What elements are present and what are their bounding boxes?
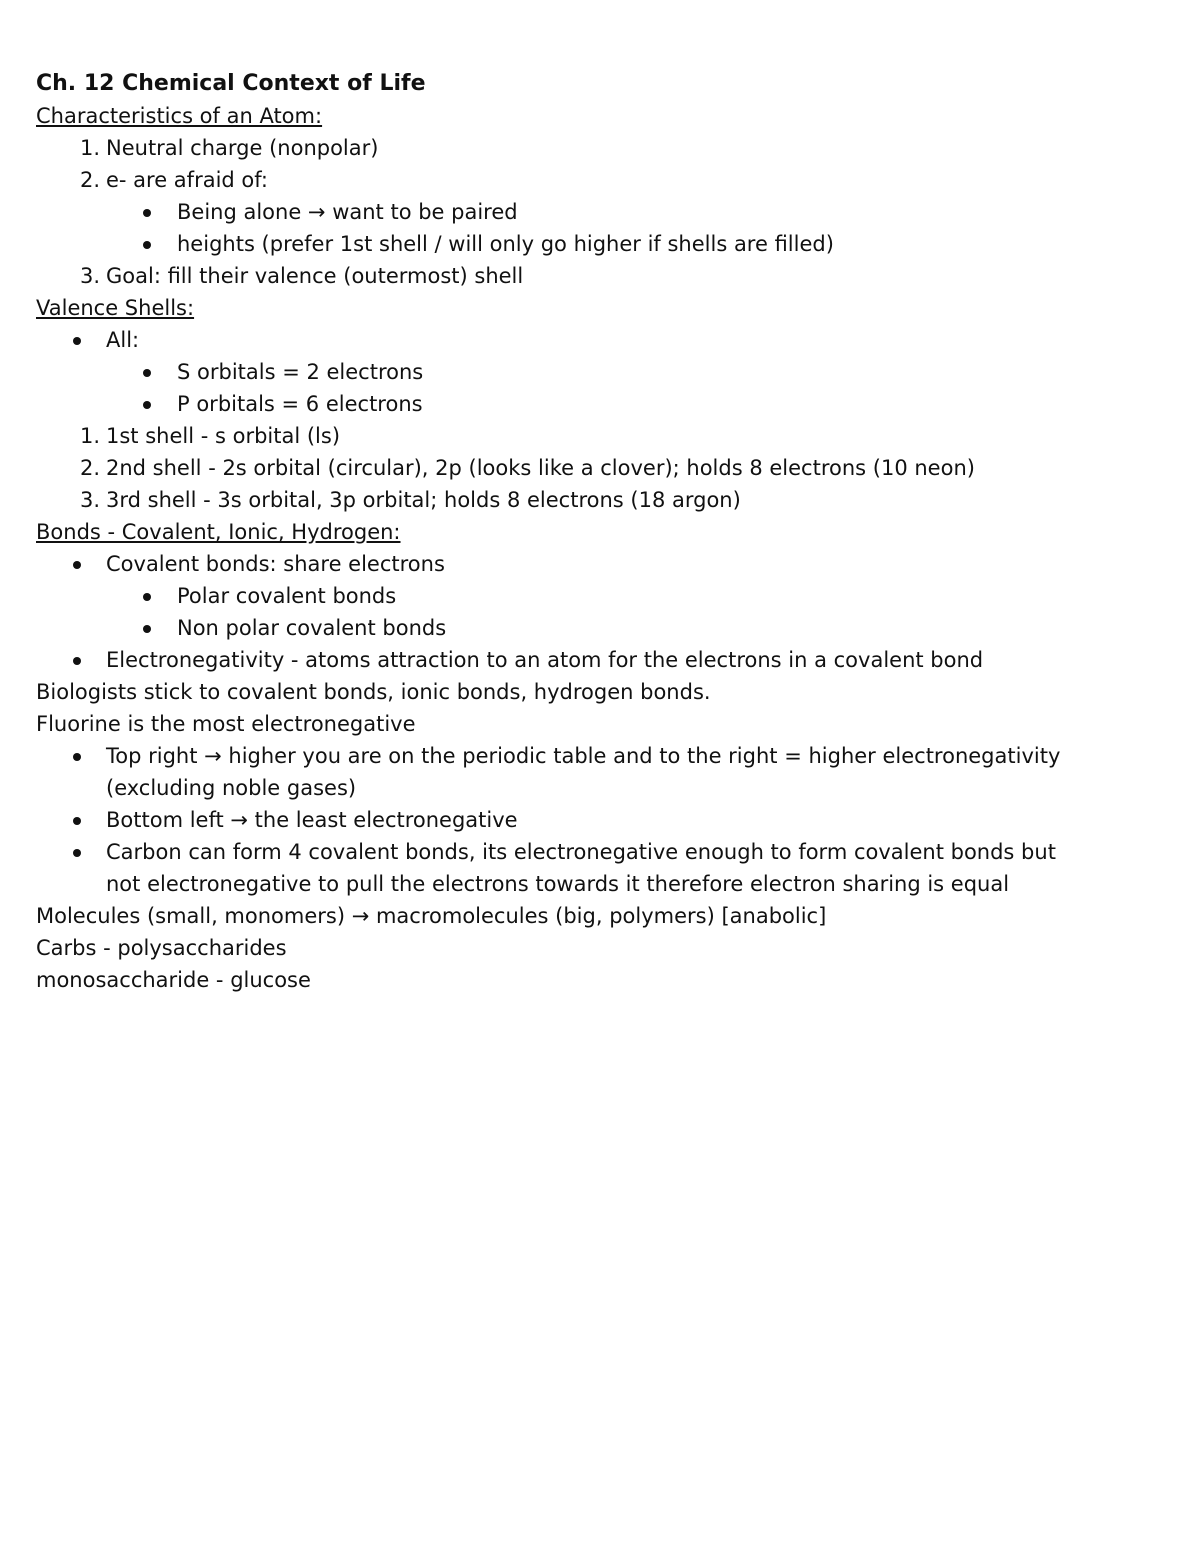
list-item-text: Neutral charge (nonpolar)	[106, 136, 379, 160]
list-item-text: Being alone → want to be paired	[177, 200, 518, 224]
bullet-icon	[143, 625, 151, 633]
list-item	[36, 132, 1176, 164]
document-page	[36, 68, 1176, 996]
list-number: 2.	[79, 168, 100, 192]
list-item-text: 3rd shell - 3s orbital, 3p orbital; holds 8 electrons (18 argon)	[106, 488, 741, 512]
list-item-text: (excluding noble gases)	[106, 776, 357, 800]
list-item-text: Top right → higher you are on the periodic table and to the right = higher electronegativity	[106, 744, 1061, 768]
paragraph: Molecules (small, monomers) → macromolecules (big, polymers) [anabolic]	[36, 904, 827, 928]
paragraph: monosaccharide - glucose	[36, 968, 311, 992]
list-item	[36, 612, 1176, 644]
list-item	[36, 548, 1176, 580]
section-heading-valence: Valence Shells:	[36, 296, 195, 320]
paragraph: Carbs - polysaccharides	[36, 936, 287, 960]
bullet-icon	[73, 849, 81, 857]
list-item-text: Non polar covalent bonds	[177, 616, 447, 640]
list-item	[36, 196, 1176, 228]
list-item-continuation	[36, 868, 1176, 900]
list-item-text: Carbon can form 4 covalent bonds, its electronegative enough to form covalent bonds but	[106, 840, 1056, 864]
list-item	[36, 164, 1176, 196]
list-number: 1.	[79, 424, 100, 448]
bullet-icon	[73, 561, 81, 569]
list-item	[36, 260, 1176, 292]
bullet-icon	[143, 593, 151, 601]
list-item	[36, 452, 1176, 484]
list-item-text: heights (prefer 1st shell / will only go higher if shells are filled)	[177, 232, 834, 256]
list-item-text: Goal: fill their valence (outermost) shell	[106, 264, 524, 288]
paragraph: Biologists stick to covalent bonds, ionic bonds, hydrogen bonds.	[36, 680, 711, 704]
list-item-text: S orbitals = 2 electrons	[177, 360, 424, 384]
bullet-icon	[143, 369, 151, 377]
list-number: 2.	[79, 456, 100, 480]
bullet-icon	[73, 657, 81, 665]
bullet-icon	[73, 817, 81, 825]
list-item	[36, 356, 1176, 388]
section-heading-bonds: Bonds - Covalent, Ionic, Hydrogen:	[36, 520, 401, 544]
page-title: Ch. 12 Chemical Context of Life	[36, 71, 426, 96]
list-item-text: Bottom left → the least electronegative	[106, 808, 518, 832]
list-item-text: Covalent bonds: share electrons	[106, 552, 445, 576]
bullet-icon	[143, 209, 151, 217]
list-number: 3.	[79, 264, 100, 288]
section-heading-atom: Characteristics of an Atom:	[36, 104, 323, 128]
list-item-text: 1st shell - s orbital (ls)	[106, 424, 341, 448]
list-item	[36, 324, 1176, 356]
list-item	[36, 740, 1176, 772]
list-item-text: not electronegative to pull the electrons towards it therefore electron sharing is equal	[106, 872, 1010, 896]
list-item	[36, 580, 1176, 612]
list-number: 1.	[79, 136, 100, 160]
list-item-text: P orbitals = 6 electrons	[177, 392, 423, 416]
list-item	[36, 388, 1176, 420]
bullet-icon	[143, 241, 151, 249]
paragraph: Fluorine is the most electronegative	[36, 712, 416, 736]
bullet-icon	[73, 337, 81, 345]
list-item	[36, 804, 1176, 836]
list-item	[36, 484, 1176, 516]
list-item-text: Electronegativity - atoms attraction to an atom for the electrons in a covalent bond	[106, 648, 984, 672]
bullet-icon	[143, 401, 151, 409]
list-item-text: e- are afraid of:	[106, 168, 268, 192]
list-number: 3.	[79, 488, 100, 512]
bullet-icon	[73, 753, 81, 761]
list-item-text: Polar covalent bonds	[177, 584, 397, 608]
list-item-text: 2nd shell - 2s orbital (circular), 2p (looks like a clover); holds 8 electrons (10 neon)	[106, 456, 975, 480]
list-item	[36, 644, 1176, 676]
list-item	[36, 836, 1176, 868]
list-item	[36, 420, 1176, 452]
list-item-continuation	[36, 772, 1176, 804]
list-item	[36, 228, 1176, 260]
list-item-text: All:	[106, 328, 140, 352]
